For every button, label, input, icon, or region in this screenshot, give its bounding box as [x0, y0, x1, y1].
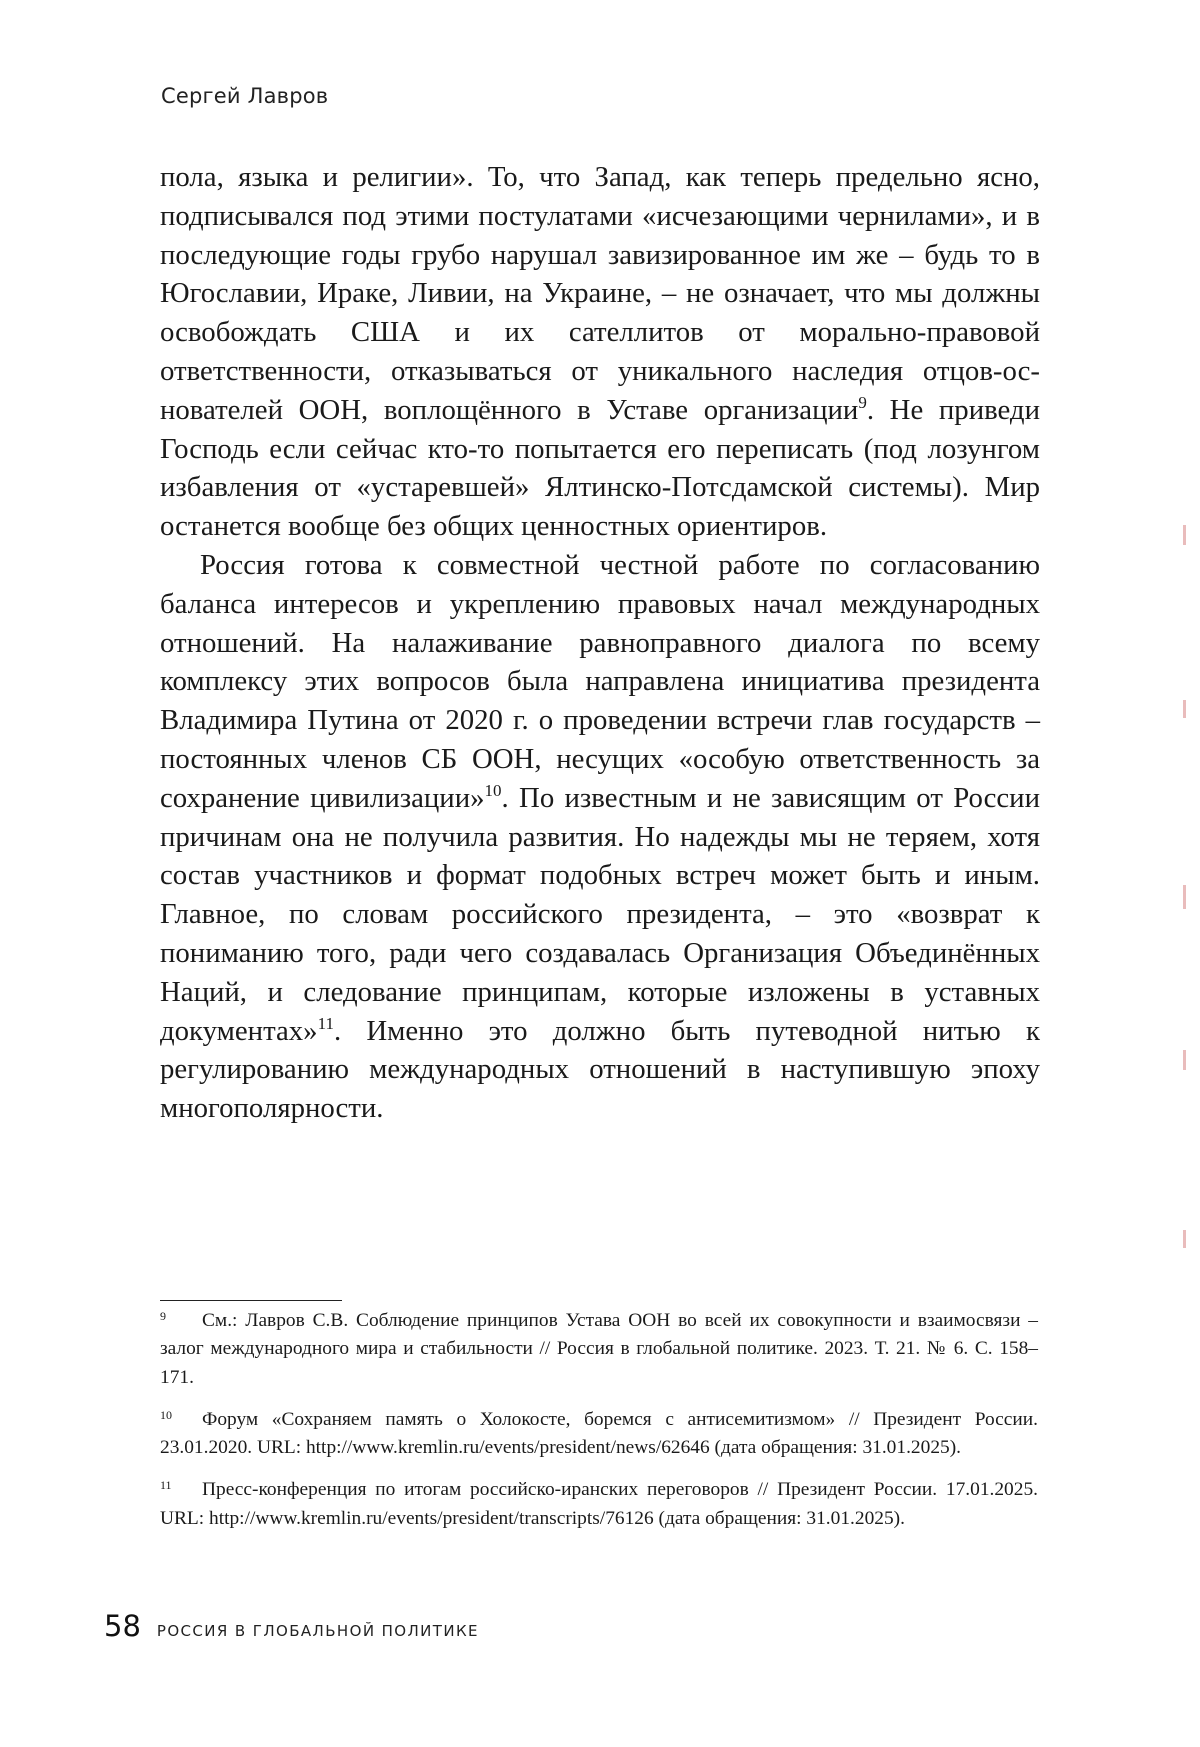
page-edge-mark — [1183, 1230, 1186, 1248]
paragraph-1 — [160, 158, 1040, 546]
paragraph-2 — [160, 546, 1040, 1128]
footnote-number: 10 — [160, 1401, 172, 1429]
footnote-10 — [160, 1406, 1038, 1463]
footnote-9 — [160, 1307, 1038, 1392]
footnote-number: 11 — [160, 1471, 172, 1499]
running-head-author: Сергей Лавров — [161, 84, 328, 108]
page-number: 58 — [104, 1609, 141, 1643]
footnote-ref-9[interactable]: 9 — [858, 393, 867, 412]
page-edge-mark — [1183, 700, 1186, 718]
paragraph-2-text-b: . По известным и не зависящим от России причинам она не получила развития. Но на­дежды мы не теряем, хотя состав участников и формат подобных встреч может быть и иным. Главное, по словам российского пре­зидента, – это «возврат к пониманию того, ради чего создавалась Организация Объединённых Наций, и следование принципам, которые изложены в уставных документах» — [160, 782, 1040, 1047]
page-edge-mark — [1183, 1050, 1186, 1070]
footnote-11 — [160, 1476, 1038, 1533]
footnote-ref-10[interactable]: 10 — [485, 781, 502, 800]
paragraph-2-text-a: Россия готова к совместной честной работе по согласованию баланса интересов и укреплению правовых начал международных отношений. На налаживание равноправного диалога по всему комплексу этих вопросов была направлена инициатива прези­дента Владимира Путина от 2020 г. о проведении встречи глав государств – постоянных членов СБ ООН, несущих «особую от­ветственность за сохранение цивилизации» — [160, 549, 1040, 814]
footnote-text: Форум «Сохраняем память о Холокосте, боремся с антисемитизмом» // Президент России. 23.01.2020. URL: http://www.kremlin.ru/events/president/news/62646 (дата обраще­ния: 31.01.2025). — [160, 1406, 1038, 1463]
paragraph-2-text-c: . Именно это должно быть путеводной нитью к регулированию международных отно­шений в наступившую эпоху многополярности. — [160, 1015, 1040, 1125]
footnote-ref-11[interactable]: 11 — [318, 1014, 334, 1033]
paragraph-1-text-b: . Не приведи Господь если сейчас кто-то попытается его переписать (под лозун­гом избавления от «устаревшей» Ялтинско-Потсдамской системы). Мир останется вообще без общих ценностных ориентиров. — [160, 394, 1040, 542]
footnote-text: См.: Лавров С.В. Соблюдение принципов Устава ООН во всей их совокупности и вза­имосвязи – залог международного мира и стабильности // Россия в глобальной политике. 2023. Т. 21. № 6. С. 158–171. — [160, 1307, 1038, 1392]
journal-name: РОССИЯ В ГЛОБАЛЬНОЙ ПОЛИТИКЕ — [157, 1622, 479, 1640]
article-body — [160, 158, 1040, 1128]
footnote-divider — [160, 1300, 342, 1301]
footnote-text: Пресс-конференция по итогам российско-иранских переговоров // Президент России. 17.01.2025. URL: http://www.kremlin.ru/events/president/transcripts/76126 (дата обращения: 31.01.2025). — [160, 1476, 1038, 1533]
paragraph-1-text-a: пола, языка и религии». То, что Запад, как теперь предельно ясно, подписывался под этими постулатами «исчезающими чернилами», и в последующие годы грубо нарушал завизированное им же – будь то в Югославии, Ираке, Ливии, на Украине, – не означает, что мы должны освобождать США и их сателлитов от морально-правовой ответственности, отказываться от уникального наследия отцов-ос­нователей ООН, воплощённого в Уставе организации — [160, 161, 1040, 426]
page-edge-mark — [1183, 885, 1186, 909]
page-footer — [104, 1609, 479, 1643]
footnote-number: 9 — [160, 1302, 166, 1330]
footnotes-section — [160, 1307, 1038, 1547]
page-edge-mark — [1183, 525, 1186, 545]
